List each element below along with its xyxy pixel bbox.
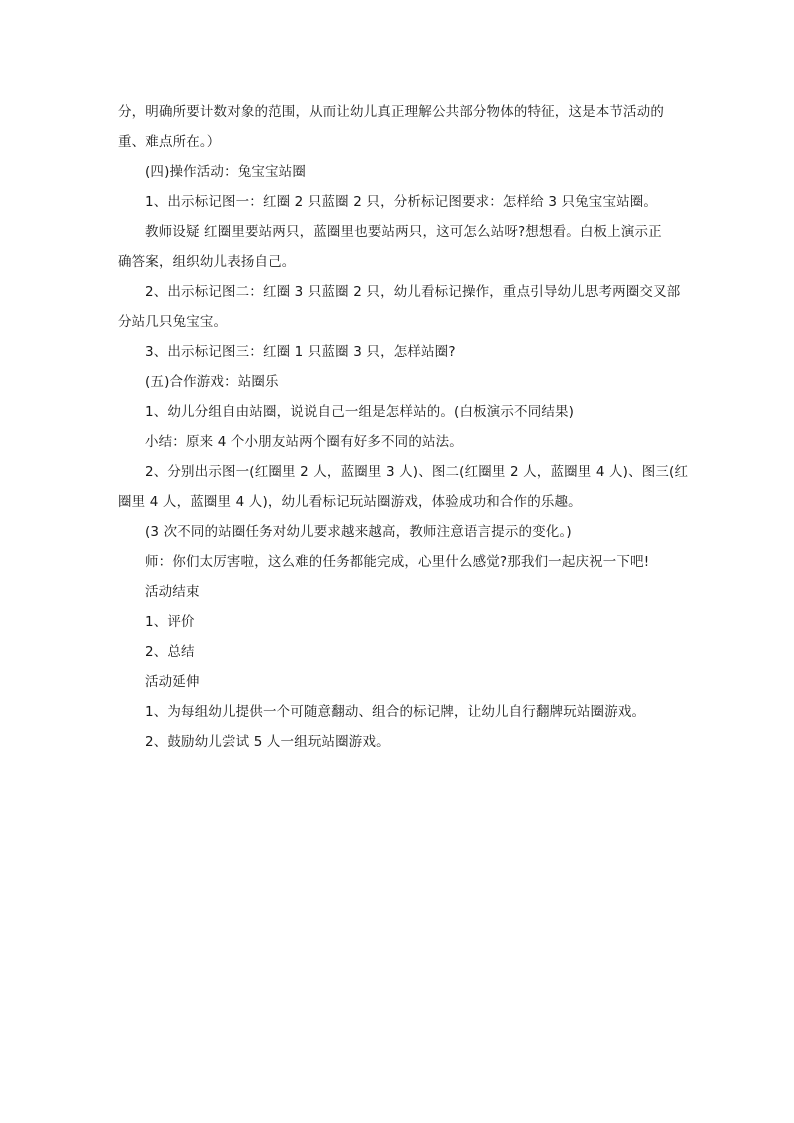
text-line: 教师设疑 红圈里要站两只，蓝圈里也要站两只，这可怎么站呀?想想看。白板上演示正 [145,224,662,240]
text-line: 师：你们太厉害啦，这么难的任务都能完成，心里什么感觉?那我们一起庆祝一下吧! [145,554,650,570]
list-item: 1、为每组幼儿提供一个可随意翻动、组合的标记牌，让幼儿自行翻牌玩站圈游戏。 [145,704,646,720]
text-line: 1、出示标记图一：红圈 2 只蓝圈 2 只，分析标记图要求：怎样给 3 只兔宝宝站圈。 [145,194,658,210]
section-heading: (五)合作游戏：站圈乐 [145,374,279,390]
text-line: 确答案，组织幼儿表扬自己。 [118,254,296,270]
section-heading: (四)操作活动：兔宝宝站圈 [145,164,306,180]
text-line: 重、难点所在。） [118,134,221,150]
section-heading: 活动延伸 [145,674,200,690]
list-item: 2、总结 [145,644,195,660]
text-line: 分站几只兔宝宝。 [118,314,228,330]
text-line: 2、出示标记图二：红圈 3 只蓝圈 2 只，幼儿看标记操作，重点引导幼儿思考两圈交叉部 [145,284,681,300]
list-item: 2、鼓励幼儿尝试 5 人一组玩站圈游戏。 [145,734,390,750]
text-line: 圈里 4 人，蓝圈里 4 人)，幼儿看标记玩站圈游戏，体验成功和合作的乐趣。 [118,494,582,510]
text-line: 1、幼儿分组自由站圈，说说自己一组是怎样站的。(白板演示不同结果) [145,404,575,420]
section-heading: 活动结束 [145,584,200,600]
text-line: 小结：原来 4 个小朋友站两个圈有好多不同的站法。 [145,434,463,450]
text-line: (3 次不同的站圈任务对幼儿要求越来越高，教师注意语言提示的变化。) [145,524,572,540]
list-item: 1、评价 [145,614,195,630]
text-line: 3、出示标记图三：红圈 1 只蓝圈 3 只，怎样站圈? [145,344,456,360]
text-line: 分，明确所要计数对象的范围，从而让幼儿真正理解公共部分物体的特征，这是本节活动的 [118,104,664,120]
text-line: 2、分别出示图一(红圈里 2 人，蓝圈里 3 人)、图二(红圈里 2 人，蓝圈里 4 人)、图三(红 [145,464,689,480]
document-body [118,100,689,760]
